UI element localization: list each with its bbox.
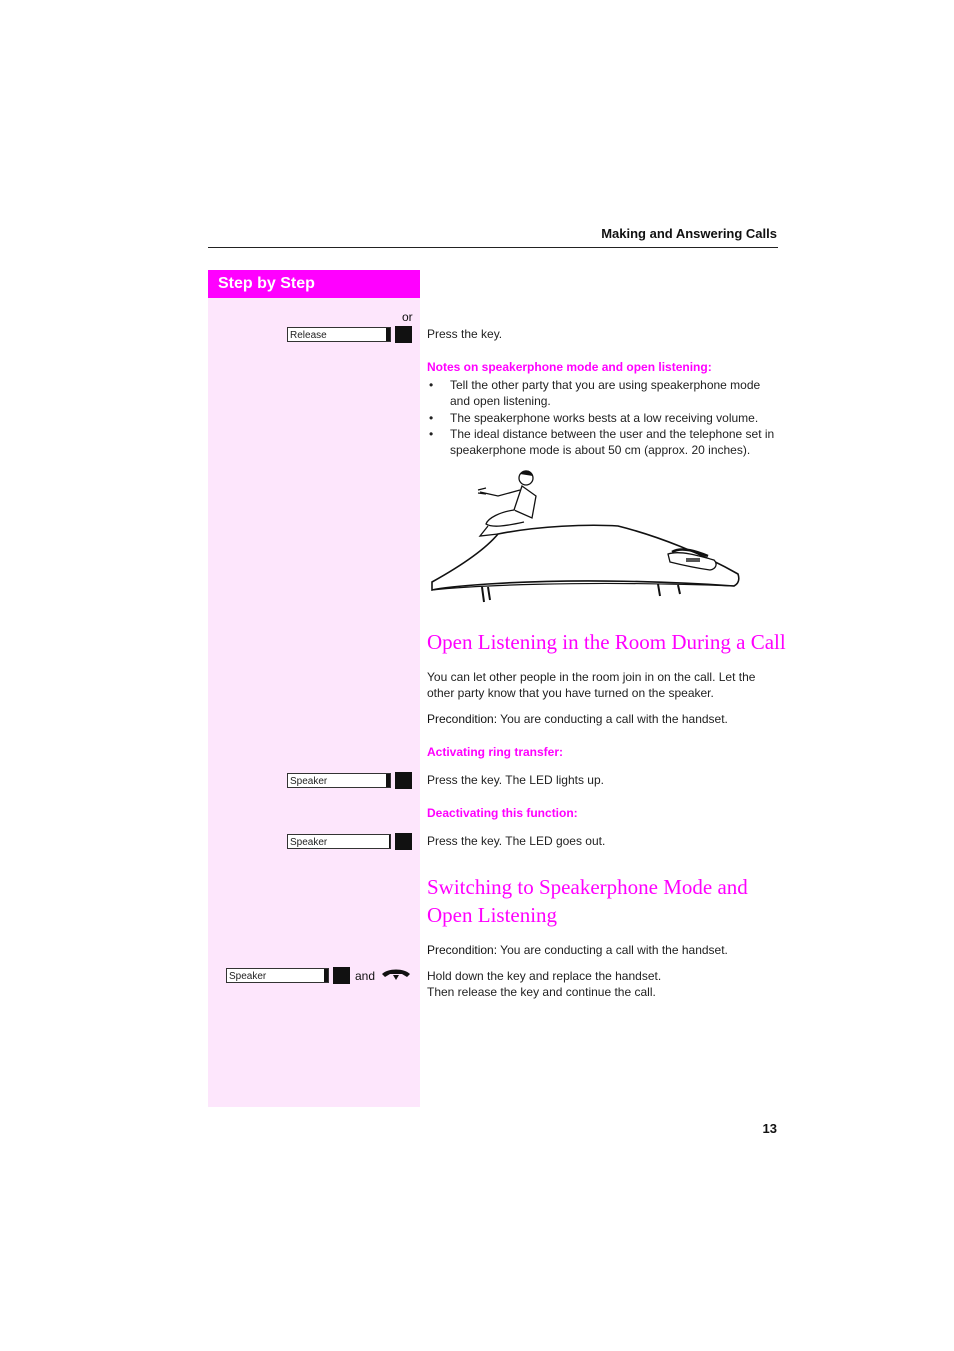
release-key[interactable] <box>287 327 391 342</box>
speaker-key-label: Speaker <box>290 837 328 848</box>
release-key-label: Release <box>290 330 327 341</box>
release-key-button[interactable] <box>395 326 412 343</box>
and-label: and <box>355 969 376 983</box>
speaker-key-switch[interactable] <box>226 968 329 983</box>
list-item: • Tell the other party that you are using speakerphone mode and open listening. <box>427 377 779 409</box>
speaker-key-deactivate-button[interactable] <box>395 833 412 850</box>
open-listening-precondition <box>427 711 779 727</box>
switching-heading-line2: Open Listening <box>427 903 558 927</box>
handset-icon <box>380 968 412 982</box>
key-indicator <box>386 328 390 341</box>
activate-heading: Activating ring transfer: <box>427 745 564 759</box>
man-arm <box>480 490 520 496</box>
deactivate-description: Press the key. The LED goes out. <box>427 834 606 848</box>
table-legs <box>482 584 680 602</box>
notes-heading: Notes on speakerphone mode and open listening: <box>427 360 712 374</box>
switching-description-line2: Then release the key and continue the call. <box>427 985 656 999</box>
list-item: • The speakerphone works bests at a low receiving volume. <box>427 410 779 426</box>
speaker-key-deactivate[interactable] <box>287 834 391 849</box>
precondition-text: You are conducting a call with the handset. <box>497 943 728 957</box>
switching-precondition <box>427 942 779 958</box>
speakerphone-illustration <box>428 466 744 606</box>
speaker-key-activate-button[interactable] <box>395 772 412 789</box>
speaker-key-switch-button[interactable] <box>333 967 350 984</box>
activate-description: Press the key. The LED lights up. <box>427 773 604 787</box>
man-foot <box>480 526 498 536</box>
key-indicator <box>324 969 328 982</box>
switching-heading-line1: Switching to Speakerphone Mode and <box>427 875 748 899</box>
list-item: • The ideal distance between the user and the telephone set in speakerphone mode is about 50 cm (approx. 20 inches). <box>427 426 779 458</box>
or-label: or <box>402 310 413 324</box>
switching-description-line1: Hold down the key and replace the handset. <box>427 969 662 983</box>
running-header: Making and Answering Calls <box>601 226 777 241</box>
release-description: Press the key. <box>427 327 503 341</box>
speaker-key-label: Speaker <box>290 776 328 787</box>
key-indicator <box>386 774 390 787</box>
sidebar-title <box>208 270 420 298</box>
key-indicator <box>389 835 390 848</box>
sidebar-title-text: Step by Step <box>218 275 315 292</box>
precondition-label: Precondition: <box>427 943 498 957</box>
speaker-key-activate[interactable] <box>287 773 391 788</box>
open-listening-heading: Open Listening in the Room During a Call <box>427 630 786 654</box>
precondition-text: You are conducting a call with the handset. <box>497 712 728 726</box>
notes-list <box>427 377 779 458</box>
page-number: 13 <box>762 1121 777 1136</box>
precondition-label: Precondition: <box>427 712 498 726</box>
telephone-keypad <box>686 558 700 562</box>
speaker-key-label: Speaker <box>229 971 267 982</box>
deactivate-heading: Deactivating this function: <box>427 806 578 820</box>
header-rule <box>208 247 778 248</box>
open-listening-intro: You can let other people in the room join in on the call. Let the other party know that you have turned on the speaker. <box>427 670 756 700</box>
